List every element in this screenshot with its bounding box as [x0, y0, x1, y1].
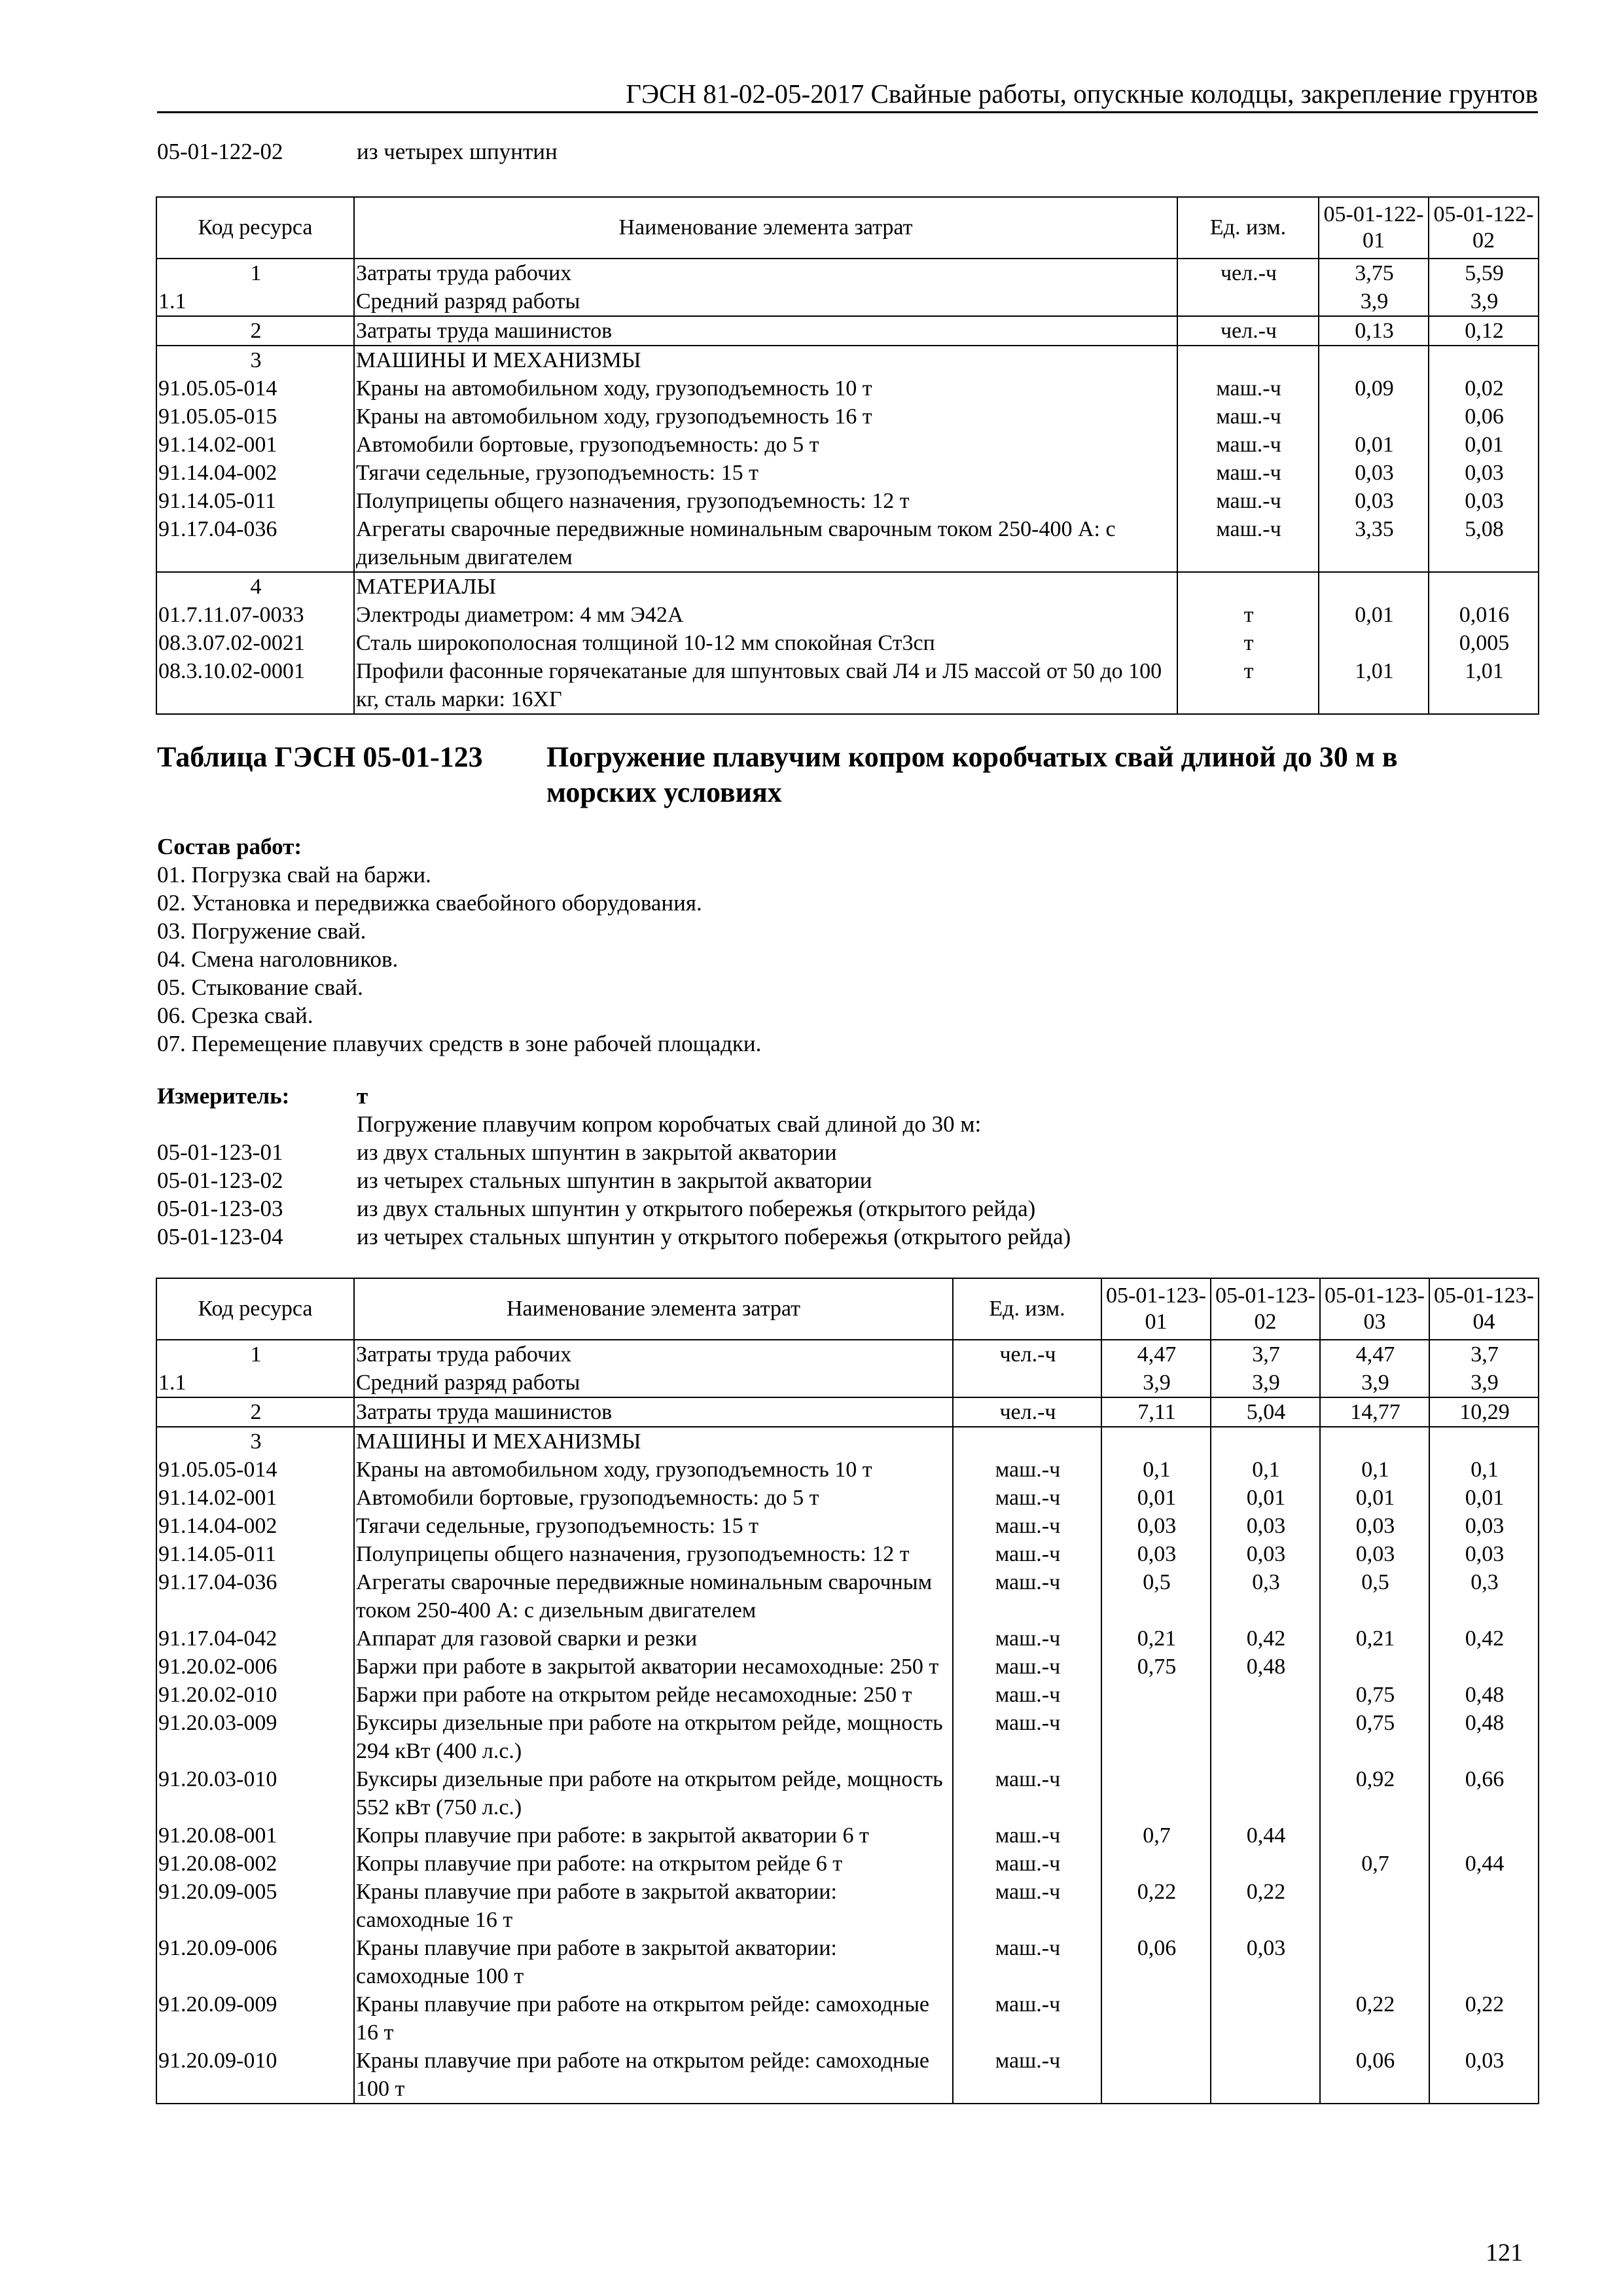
resource-code: 91.20.09-009	[156, 1990, 354, 2047]
work-heading: Состав работ:	[157, 834, 302, 859]
norm-value: 0,44	[1211, 1821, 1320, 1850]
item-text: из четырех стальных шпунтин у открытого побережья (открытого рейда)	[357, 1224, 1071, 1249]
item-text: из четырех стальных шпунтин в закрытой акватории	[357, 1168, 872, 1193]
norm-value: 0,06	[1429, 403, 1539, 431]
work-item: 05. Стыкование свай.	[157, 975, 363, 1000]
resource-unit: чел.-ч	[1177, 316, 1319, 346]
item-code: 05-01-122-02	[157, 139, 283, 164]
norm-value: 0,03	[1211, 1512, 1320, 1540]
work-item: 04. Смена наголовников.	[157, 946, 399, 972]
norm-value: 0,5	[1101, 1568, 1211, 1624]
resource-name: Агрегаты сварочные передвижные номинальным сварочным током 250-400 А: с дизельным двигателем	[354, 1568, 953, 1624]
norm-value: 0,03	[1101, 1540, 1211, 1568]
norm-value	[1101, 1709, 1211, 1765]
resource-code: 91.17.04-042	[156, 1624, 354, 1653]
table-row	[156, 316, 1539, 346]
resource-name: Краны плавучие при работе в закрытой акватории: самоходные 16 т	[354, 1878, 953, 1934]
page-number: 121	[1486, 2239, 1523, 2267]
item-code: 05-01-123-03	[157, 1196, 283, 1221]
norm-value	[1211, 1765, 1320, 1821]
resource-unit: маш.-ч	[953, 1540, 1101, 1568]
work-item: 06. Срезка свай.	[157, 1003, 313, 1028]
norm-value	[1211, 1709, 1320, 1765]
norm-value: 0,13	[1319, 316, 1429, 346]
norm-value: 0,75	[1320, 1709, 1429, 1765]
norm-value: 0,3	[1211, 1568, 1320, 1624]
table-row	[156, 657, 1539, 714]
norm-value: 0,06	[1320, 2047, 1429, 2104]
norm-value: 5,08	[1429, 515, 1539, 572]
norm-value: 3,9	[1429, 287, 1539, 316]
norm-value: 0,12	[1429, 316, 1539, 346]
norm-value	[1101, 2047, 1211, 2104]
col-header-norm: 05-01-122-02	[1429, 197, 1539, 259]
resource-unit: маш.-ч	[953, 1821, 1101, 1850]
norm-value	[1211, 1990, 1320, 2047]
resource-unit: маш.-ч	[953, 1456, 1101, 1484]
table-row	[156, 1427, 1539, 1456]
resource-unit: маш.-ч	[1177, 431, 1319, 459]
norm-value: 0,01	[1319, 431, 1429, 459]
resource-code: 91.20.02-010	[156, 1681, 354, 1709]
table-row	[156, 487, 1539, 515]
resource-unit: маш.-ч	[953, 1709, 1101, 1765]
resource-name: Буксиры дизельные при работе на открытом рейде, мощность 294 кВт (400 л.с.)	[354, 1709, 953, 1765]
work-item: 02. Установка и передвижка сваебойного оборудования.	[157, 890, 702, 916]
resource-name: Краны на автомобильном ходу, грузоподъемность 16 т	[354, 403, 1177, 431]
norm-value: 5,59	[1429, 259, 1539, 287]
resource-name: Копры плавучие при работе: в закрытой акватории 6 т	[354, 1821, 953, 1850]
norm-value	[1429, 1821, 1539, 1850]
norm-value	[1101, 1765, 1211, 1821]
resource-name: Баржи при работе на открытом рейде несамоходные: 250 т	[354, 1681, 953, 1709]
resource-name: Агрегаты сварочные передвижные номинальным сварочным током 250-400 А: с дизельным двигателем	[354, 515, 1177, 572]
norm-value	[1101, 1850, 1211, 1878]
norm-value: 3,9	[1211, 1369, 1320, 1397]
resource-name: Тягачи седельные, грузоподъемность: 15 т	[354, 459, 1177, 487]
norm-value	[1101, 1427, 1211, 1456]
resource-code: 3	[156, 1427, 354, 1456]
norm-value: 0,75	[1320, 1681, 1429, 1709]
norm-value	[1319, 346, 1429, 374]
col-header-unit: Ед. изм.	[1177, 197, 1319, 259]
table-body	[156, 1340, 1539, 2104]
table-header-row	[156, 1278, 1539, 1340]
norm-value: 0,7	[1320, 1850, 1429, 1878]
col-header-norm: 05-01-123-01	[1101, 1278, 1211, 1340]
norm-value: 0,03	[1319, 487, 1429, 515]
norm-value	[1101, 1990, 1211, 2047]
col-header-norm: 05-01-123-04	[1429, 1278, 1539, 1340]
norm-value: 0,1	[1211, 1456, 1320, 1484]
resource-unit: чел.-ч	[953, 1397, 1101, 1427]
norm-value: 0,03	[1320, 1512, 1429, 1540]
resource-code: 01.7.11.07-0033	[156, 601, 354, 629]
norm-value: 3,9	[1320, 1369, 1429, 1397]
resource-name: Копры плавучие при работе: на открытом рейде 6 т	[354, 1850, 953, 1878]
norm-value: 0,21	[1101, 1624, 1211, 1653]
resource-code: 91.05.05-014	[156, 374, 354, 403]
resource-unit: т	[1177, 601, 1319, 629]
resource-code: 91.05.05-015	[156, 403, 354, 431]
norm-value: 0,48	[1429, 1709, 1539, 1765]
table-row	[156, 515, 1539, 572]
norm-value	[1320, 1878, 1429, 1934]
norm-value: 3,35	[1319, 515, 1429, 572]
resource-name: Автомобили бортовые, грузоподъемность: до 5 т	[354, 431, 1177, 459]
norm-value: 0,005	[1429, 629, 1539, 657]
resource-code: 91.20.09-010	[156, 2047, 354, 2104]
page-header: ГЭСН 81-02-05-2017 Свайные работы, опускные колодцы, закрепление грунтов	[157, 77, 1538, 113]
col-header-code: Код ресурса	[156, 1278, 354, 1340]
resource-code: 91.14.05-011	[156, 1540, 354, 1568]
norm-value: 0,03	[1211, 1540, 1320, 1568]
resource-table-122	[156, 196, 1539, 715]
norm-value	[1429, 1934, 1539, 1990]
resource-unit: маш.-ч	[953, 1990, 1101, 2047]
table-row	[156, 1624, 1539, 1653]
norm-value: 0,75	[1101, 1653, 1211, 1681]
resource-unit: чел.-ч	[953, 1340, 1101, 1369]
resource-unit	[953, 1427, 1101, 1456]
resource-name: Краны плавучие при работе на открытом рейде: самоходные 16 т	[354, 1990, 953, 2047]
norm-value: 0,01	[1211, 1484, 1320, 1512]
col-header-name: Наименование элемента затрат	[354, 1278, 953, 1340]
norm-value: 0,03	[1429, 1540, 1539, 1568]
norm-value: 0,1	[1101, 1456, 1211, 1484]
resource-unit	[953, 1369, 1101, 1397]
resource-unit: маш.-ч	[953, 1878, 1101, 1934]
table-row	[156, 1709, 1539, 1765]
table-row	[156, 1653, 1539, 1681]
norm-value: 1,01	[1429, 657, 1539, 714]
resource-unit: маш.-ч	[953, 1484, 1101, 1512]
resource-code: 91.20.09-006	[156, 1934, 354, 1990]
resource-name: Автомобили бортовые, грузоподъемность: до 5 т	[354, 1484, 953, 1512]
table-row	[156, 1878, 1539, 1934]
norm-value	[1319, 629, 1429, 657]
norm-value: 0,22	[1101, 1878, 1211, 1934]
resource-name: Тягачи седельные, грузоподъемность: 15 т	[354, 1512, 953, 1540]
resource-unit: маш.-ч	[953, 1624, 1101, 1653]
table-row	[156, 1397, 1539, 1427]
table-row	[156, 1850, 1539, 1878]
norm-value: 0,01	[1429, 1484, 1539, 1512]
resource-code: 08.3.07.02-0021	[156, 629, 354, 657]
norm-value: 0,03	[1101, 1512, 1211, 1540]
norm-value: 5,04	[1211, 1397, 1320, 1427]
resource-name: Затраты труда машинистов	[354, 316, 1177, 346]
resource-unit: маш.-ч	[953, 1681, 1101, 1709]
norm-value: 0,42	[1211, 1624, 1320, 1653]
resource-code: 1.1	[156, 287, 354, 316]
item-text: из четырех шпунтин	[357, 139, 558, 164]
norm-value: 3,9	[1429, 1369, 1539, 1397]
table-row	[156, 259, 1539, 287]
norm-value: 0,06	[1101, 1934, 1211, 1990]
table-label: Таблица ГЭСН 05-01-123	[157, 741, 483, 773]
work-item: 07. Перемещение плавучих средств в зоне рабочей площадки.	[157, 1031, 762, 1056]
resource-name: Краны плавучие при работе в закрытой акватории: самоходные 100 т	[354, 1934, 953, 1990]
resource-code: 2	[156, 316, 354, 346]
resource-code: 91.17.04-036	[156, 515, 354, 572]
norm-value	[1211, 1850, 1320, 1878]
norm-value: 0,03	[1320, 1540, 1429, 1568]
resource-unit: маш.-ч	[1177, 487, 1319, 515]
norm-value: 0,3	[1429, 1568, 1539, 1624]
norm-value: 3,75	[1319, 259, 1429, 287]
norm-value	[1429, 1878, 1539, 1934]
resource-code: 91.14.05-011	[156, 487, 354, 515]
resource-name: Полуприцепы общего назначения, грузоподъемность: 12 т	[354, 487, 1177, 515]
resource-unit: т	[1177, 629, 1319, 657]
table-row	[156, 601, 1539, 629]
resource-code: 91.20.03-009	[156, 1709, 354, 1765]
norm-value: 0,03	[1429, 2047, 1539, 2104]
norm-value	[1319, 572, 1429, 601]
norm-value: 0,01	[1429, 431, 1539, 459]
col-header-name: Наименование элемента затрат	[354, 197, 1177, 259]
resource-name: Краны плавучие при работе на открытом рейде: самоходные 100 т	[354, 2047, 953, 2104]
norm-value	[1211, 2047, 1320, 2104]
table-row	[156, 1990, 1539, 2047]
resource-code: 91.20.09-005	[156, 1878, 354, 1934]
resource-name: Аппарат для газовой сварки и резки	[354, 1624, 953, 1653]
norm-value: 0,03	[1429, 1512, 1539, 1540]
norm-value: 4,47	[1320, 1340, 1429, 1369]
table-row	[156, 572, 1539, 601]
norm-value: 0,21	[1320, 1624, 1429, 1653]
resource-unit: маш.-ч	[1177, 374, 1319, 403]
resource-code: 91.20.08-002	[156, 1850, 354, 1878]
resource-code: 1.1	[156, 1369, 354, 1397]
table-row	[156, 431, 1539, 459]
norm-value: 0,44	[1429, 1850, 1539, 1878]
norm-value	[1320, 1934, 1429, 1990]
norm-value	[1320, 1427, 1429, 1456]
norm-value: 0,66	[1429, 1765, 1539, 1821]
col-header-norm: 05-01-123-03	[1320, 1278, 1429, 1340]
table-row	[156, 1765, 1539, 1821]
norm-value: 0,03	[1429, 459, 1539, 487]
norm-value: 0,03	[1211, 1934, 1320, 1990]
norm-value: 14,77	[1320, 1397, 1429, 1427]
norm-value: 10,29	[1429, 1397, 1539, 1427]
table-body	[156, 259, 1539, 714]
work-item: 01. Погрузка свай на баржи.	[157, 862, 431, 888]
norm-value	[1101, 1681, 1211, 1709]
resource-unit: маш.-ч	[1177, 403, 1319, 431]
norm-value	[1211, 1681, 1320, 1709]
resource-unit: маш.-ч	[953, 1653, 1101, 1681]
table-row	[156, 403, 1539, 431]
norm-value: 0,02	[1429, 374, 1539, 403]
norm-value: 3,7	[1429, 1340, 1539, 1369]
norm-value: 0,92	[1320, 1765, 1429, 1821]
resource-unit: маш.-ч	[953, 2047, 1101, 2104]
table-row	[156, 346, 1539, 374]
norm-value: 7,11	[1101, 1397, 1211, 1427]
resource-name: Затраты труда рабочих	[354, 259, 1177, 287]
resource-name: Затраты труда рабочих	[354, 1340, 953, 1369]
table-row	[156, 1681, 1539, 1709]
table-row	[156, 1540, 1539, 1568]
resource-unit: маш.-ч	[953, 1765, 1101, 1821]
norm-value: 0,03	[1429, 487, 1539, 515]
norm-value: 0,01	[1320, 1484, 1429, 1512]
resource-name: Сталь широкополосная толщиной 10-12 мм спокойная Ст3сп	[354, 629, 1177, 657]
resource-code: 4	[156, 572, 354, 601]
norm-value: 3,9	[1101, 1369, 1211, 1397]
resource-code: 91.14.02-001	[156, 1484, 354, 1512]
col-header-code: Код ресурса	[156, 197, 354, 259]
resource-unit: маш.-ч	[953, 1850, 1101, 1878]
resource-code: 91.20.03-010	[156, 1765, 354, 1821]
norm-value: 0,09	[1319, 374, 1429, 403]
resource-name: Профили фасонные горячекатаные для шпунтовых свай Л4 и Л5 массой от 50 до 100 кг, сталь марки: 16ХГ	[354, 657, 1177, 714]
norm-value: 1,01	[1319, 657, 1429, 714]
resource-unit: маш.-ч	[953, 1512, 1101, 1540]
norm-value: 0,1	[1320, 1456, 1429, 1484]
resource-code: 1	[156, 259, 354, 287]
table-row	[156, 2047, 1539, 2104]
resource-code: 08.3.10.02-0001	[156, 657, 354, 714]
resource-name: Полуприцепы общего назначения, грузоподъемность: 12 т	[354, 1540, 953, 1568]
resource-code: 91.14.02-001	[156, 431, 354, 459]
resource-code: 91.14.04-002	[156, 459, 354, 487]
table-row	[156, 1369, 1539, 1397]
resource-code: 91.17.04-036	[156, 1568, 354, 1624]
resource-name: Затраты труда машинистов	[354, 1397, 953, 1427]
item-text: из двух стальных шпунтин у открытого побережья (открытого рейда)	[357, 1196, 1036, 1221]
table-row	[156, 1512, 1539, 1540]
table-header-row	[156, 197, 1539, 259]
norm-value: 0,03	[1319, 459, 1429, 487]
work-item: 03. Погружение свай.	[157, 918, 366, 944]
norm-value: 0,016	[1429, 601, 1539, 629]
resource-code: 2	[156, 1397, 354, 1427]
norm-value	[1429, 1653, 1539, 1681]
resource-name: Средний разряд работы	[354, 1369, 953, 1397]
table-row	[156, 1340, 1539, 1369]
resource-unit: маш.-ч	[953, 1568, 1101, 1624]
item-code: 05-01-123-04	[157, 1224, 283, 1249]
table-row	[156, 1568, 1539, 1624]
resource-name: Средний разряд работы	[354, 287, 1177, 316]
norm-value	[1319, 403, 1429, 431]
table-row	[156, 1456, 1539, 1484]
norm-value: 0,22	[1211, 1878, 1320, 1934]
norm-value	[1429, 346, 1539, 374]
meter-unit: т	[357, 1083, 368, 1109]
norm-value: 0,22	[1320, 1990, 1429, 2047]
table-row	[156, 374, 1539, 403]
col-header-norm: 05-01-122-01	[1319, 197, 1429, 259]
resource-code: 91.05.05-014	[156, 1456, 354, 1484]
resource-code: 91.20.08-001	[156, 1821, 354, 1850]
norm-value: 0,48	[1429, 1681, 1539, 1709]
col-header-norm: 05-01-123-02	[1211, 1278, 1320, 1340]
table-row	[156, 287, 1539, 316]
table-row	[156, 459, 1539, 487]
norm-value: 0,01	[1101, 1484, 1211, 1512]
norm-value: 0,48	[1211, 1653, 1320, 1681]
norm-value: 0,01	[1319, 601, 1429, 629]
resource-unit: т	[1177, 657, 1319, 714]
table-row	[156, 1934, 1539, 1990]
table-title: Погружение плавучим копром коробчатых свай длиной до 30 м в морских условиях	[546, 741, 1398, 808]
norm-value: 0,7	[1101, 1821, 1211, 1850]
norm-value: 0,5	[1320, 1568, 1429, 1624]
item-text: из двух стальных шпунтин в закрытой акватории	[357, 1139, 837, 1165]
resource-unit	[1177, 287, 1319, 316]
meter-intro: Погружение плавучим копром коробчатых свай длиной до 30 м:	[357, 1111, 982, 1137]
resource-name: Баржи при работе в закрытой акватории несамоходные: 250 т	[354, 1653, 953, 1681]
table-row	[156, 1821, 1539, 1850]
norm-value: 0,1	[1429, 1456, 1539, 1484]
resource-name: Краны на автомобильном ходу, грузоподъемность 10 т	[354, 374, 1177, 403]
norm-value: 3,7	[1211, 1340, 1320, 1369]
norm-value	[1320, 1653, 1429, 1681]
resource-name: МАТЕРИАЛЫ	[354, 572, 1177, 601]
resource-unit	[1177, 346, 1319, 374]
table-row	[156, 629, 1539, 657]
resource-code: 91.14.04-002	[156, 1512, 354, 1540]
resource-unit	[1177, 572, 1319, 601]
resource-unit: маш.-ч	[1177, 515, 1319, 572]
resource-code: 3	[156, 346, 354, 374]
resource-unit: чел.-ч	[1177, 259, 1319, 287]
resource-name: Краны на автомобильном ходу, грузоподъемность 10 т	[354, 1456, 953, 1484]
norm-value	[1211, 1427, 1320, 1456]
resource-unit: маш.-ч	[953, 1934, 1101, 1990]
norm-value	[1429, 1427, 1539, 1456]
norm-value	[1320, 1821, 1429, 1850]
resource-name: Буксиры дизельные при работе на открытом рейде, мощность 552 кВт (750 л.с.)	[354, 1765, 953, 1821]
resource-table-123	[156, 1278, 1539, 2104]
norm-value: 0,22	[1429, 1990, 1539, 2047]
norm-value: 0,42	[1429, 1624, 1539, 1653]
item-code: 05-01-123-01	[157, 1139, 283, 1165]
resource-name: МАШИНЫ И МЕХАНИЗМЫ	[354, 1427, 953, 1456]
resource-name: МАШИНЫ И МЕХАНИЗМЫ	[354, 346, 1177, 374]
resource-code: 1	[156, 1340, 354, 1369]
col-header-unit: Ед. изм.	[953, 1278, 1101, 1340]
norm-value	[1429, 572, 1539, 601]
norm-value: 4,47	[1101, 1340, 1211, 1369]
resource-name: Электроды диаметром: 4 мм Э42А	[354, 601, 1177, 629]
norm-value: 3,9	[1319, 287, 1429, 316]
meter-label: Измеритель:	[157, 1083, 290, 1109]
table-row	[156, 1484, 1539, 1512]
resource-code: 91.20.02-006	[156, 1653, 354, 1681]
item-code: 05-01-123-02	[157, 1168, 283, 1193]
resource-unit: маш.-ч	[1177, 459, 1319, 487]
